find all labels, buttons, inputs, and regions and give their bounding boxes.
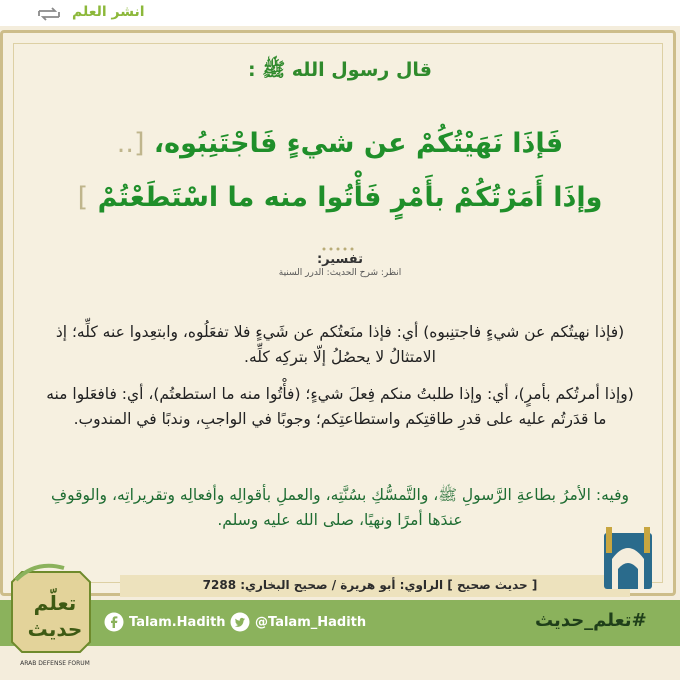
mosque-emblem-icon [598,523,658,593]
divider-dots [322,247,358,251]
hashtag[interactable]: #تعلم_حديث [535,610,647,631]
twitter-link[interactable] [230,612,366,632]
svg-text:حديث: حديث [27,617,83,641]
twitter-icon [230,612,250,632]
facebook-handle: Talam.Hadith [129,614,226,630]
explanation-paragraph-3: وفيه: الأمرُ بطاعةِ الرَّسولِ ﷺ، والتَّمسُّكِ بسُنَّتِه، والعملِ بأقوالِه وأفعالِه وتقريراتِه، والوقوفِ عندَها أمرًا ونهيًا، صلى الله عليه وسلم. [51,486,629,529]
hadith-line-1 [0,128,680,159]
share-label[interactable]: انشر العلم [72,4,145,20]
facebook-icon [104,612,124,632]
tafsir-label: تفسير: [316,252,364,267]
hadith-line-2 [0,182,680,213]
top-bar [0,0,680,26]
tafsir-source: انظر: شرح الحديث: الدرر السنية [278,268,402,278]
svg-text:تعلّم: تعلّم [33,591,77,615]
hadith-line-2-text: وإذَا أَمَرْتُكُمْ بأَمْرٍ فَأْتُوا منه ما اسْتَطَعْتُمْ [97,182,603,213]
bracket-open: [.. [116,128,145,159]
bracket-close: ] [77,182,89,213]
brand-small-text: ARAB DEFENSE FORUM [20,660,90,667]
hadith-line-1-text: فَإذَا نَهَيْتُكُمْ عن شيءٍ فَاجْتَنِبُوه، [153,128,564,159]
explanation-paragraph-2: (وإذا أمرتُكم بأمرٍ)، أي: وإذا طلبتُ منكم فِعلَ شيءٍ؛ (فأْتُوا منه ما استطعتُم)، أي: فافعَلوا منه ما قدَرتُم عليه على قدرِ طاقتِكم واستطاعتِكم؛ وجوبًا في الواجبِ، وندبًا في المندوب. [46,385,634,428]
facebook-link[interactable] [104,612,226,632]
intro-heading: قال رسول الله ﷺ : [247,59,433,81]
repeat-icon[interactable] [36,6,62,22]
explanation-paragraph-1: (فإذا نهيتُكم عن شيءٍ فاجتنِبوه) أي: فإذا منَعتُكم عن شَيءٍ فلا تفعَلُوه، وابتعِدوا عنه كلِّه؛ إذ الامتثالُ لا يحصُلُ إلّا بتركِه كلِّه. [55,323,625,366]
hadith-reference: [ حديث صحيح ] الراوي: أبو هريرة / صحيح البخاري: 7288 [202,578,538,592]
twitter-handle: @Talam_Hadith [255,614,367,630]
talam-hadith-logo [10,560,100,656]
